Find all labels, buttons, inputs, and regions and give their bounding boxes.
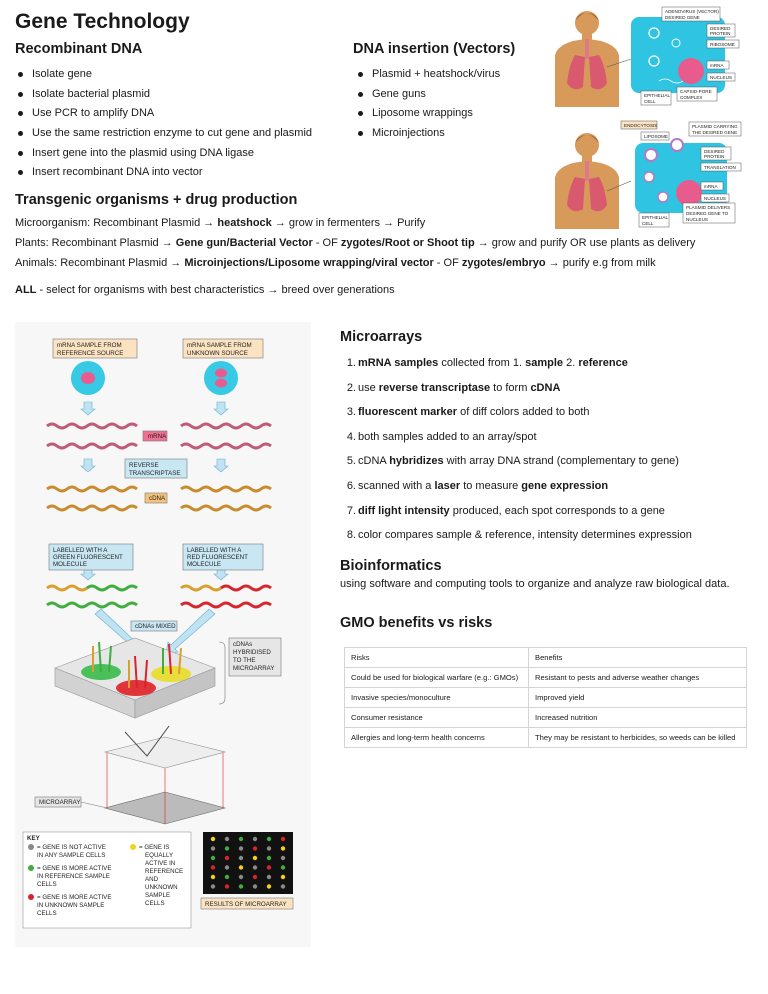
vectors-item: Plasmid + heatshock/virus bbox=[355, 67, 500, 87]
page-title: Gene Technology bbox=[15, 10, 190, 33]
result-dot bbox=[267, 865, 271, 869]
label-hyb-3: TO THE bbox=[233, 657, 256, 664]
bioinformatics-text: using software and computing tools to organize and analyze raw biological data. bbox=[340, 578, 730, 590]
step-text: to form bbox=[490, 381, 531, 394]
step-text: produced, each spot corresponds to a gene bbox=[449, 504, 665, 517]
liposome-shape bbox=[645, 149, 657, 161]
result-dot bbox=[239, 837, 243, 841]
vectors-item: Gene guns bbox=[355, 87, 500, 107]
recombinant-item: Insert gene into the plasmid using DNA ligase bbox=[15, 146, 312, 166]
step-text: cDNA bbox=[530, 381, 561, 394]
plants-text-a: Plants: Recombinant Plasmid → bbox=[15, 237, 176, 249]
label-mrna-micro: mRNA bbox=[148, 433, 167, 440]
label-plasmid-delivers: PLASMID DELIVERS bbox=[686, 205, 731, 210]
all-line bbox=[15, 284, 395, 296]
microarray-step bbox=[346, 454, 692, 479]
label-red-3: MOLECULE bbox=[187, 561, 222, 568]
label-nucleus: NUCLEUS bbox=[710, 75, 732, 80]
adenovirus-vector-diagram bbox=[551, 3, 747, 107]
key-red-2: IN UNKNOWN SAMPLE bbox=[37, 902, 105, 909]
result-dot bbox=[239, 884, 243, 888]
step-text: of diff colors added to both bbox=[457, 406, 590, 419]
nucleus-shape bbox=[678, 58, 704, 84]
human-torso-figure-2 bbox=[555, 133, 619, 229]
all-text-b: ALL bbox=[15, 284, 37, 296]
step-number: 4. bbox=[346, 430, 356, 443]
step-number: 5. bbox=[346, 455, 356, 468]
step-text: reference bbox=[578, 357, 628, 369]
step-text: hybridizes bbox=[389, 455, 444, 468]
result-dot bbox=[281, 856, 285, 860]
step-text: collected from 1. bbox=[438, 357, 526, 369]
risks-header: Risks bbox=[345, 648, 529, 668]
key-yellow-6: UNKNOWN bbox=[145, 884, 178, 891]
key-grey-1: = GENE IS NOT ACTIVE bbox=[37, 844, 106, 851]
liposome-vector-diagram bbox=[551, 119, 747, 229]
result-dot bbox=[267, 837, 271, 841]
plants-text-c: - OF bbox=[312, 237, 341, 249]
gmo-heading: GMO benefits vs risks bbox=[340, 615, 493, 631]
result-dot bbox=[225, 884, 229, 888]
benefit-cell: They may be resistant to herbicides, so weeds can be killed bbox=[529, 728, 747, 748]
step-text: diff light intensity bbox=[358, 504, 450, 517]
benefit-cell: Increased nutrition bbox=[529, 708, 747, 728]
risk-cell: Could be used for biological warfare (e.g.: GMOs) bbox=[345, 668, 529, 688]
microarray-step bbox=[346, 479, 692, 504]
microarray-steps bbox=[346, 356, 692, 553]
result-dot bbox=[211, 846, 215, 850]
label-protein-2: PROTEIN bbox=[704, 154, 725, 159]
result-dot bbox=[225, 856, 229, 860]
risk-cell: Consumer resistance bbox=[345, 708, 529, 728]
label-reverse: REVERSE bbox=[129, 462, 159, 469]
label-nucleus-3: NUCLEUS bbox=[686, 217, 708, 222]
key-red-1: = GENE IS MORE ACTIVE bbox=[37, 894, 112, 901]
label-green-2: GREEN FLUORESCENT bbox=[53, 554, 123, 561]
micro-text-c: → grow in fermenters → Purify bbox=[271, 217, 426, 229]
label-liposome: LIPOSOME bbox=[644, 134, 668, 139]
animals-text-a: Animals: Recombinant Plasmid → bbox=[15, 257, 185, 269]
plants-text-d: zygotes/Root or Shoot tip bbox=[340, 237, 475, 249]
label-nucleus-2: NUCLEUS bbox=[704, 196, 726, 201]
result-dot bbox=[253, 875, 257, 879]
label-mrna-2: mRNA bbox=[704, 184, 718, 189]
result-dot bbox=[239, 846, 243, 850]
results-grid bbox=[203, 832, 293, 894]
label-hyb-2: HYBRIDISED bbox=[233, 649, 271, 656]
result-dot bbox=[225, 875, 229, 879]
plants-text-b: Gene gun/Bacterial Vector bbox=[175, 237, 313, 249]
nucleus-shape-2 bbox=[676, 180, 702, 206]
risk-cell: Invasive species/monoculture bbox=[345, 688, 529, 708]
step-text: to measure bbox=[460, 479, 522, 492]
result-dot bbox=[225, 846, 229, 850]
label-hyb-1: cDNAs bbox=[233, 641, 253, 648]
result-dot bbox=[211, 865, 215, 869]
result-dot bbox=[253, 884, 257, 888]
label-results: RESULTS OF MICROARRAY bbox=[205, 901, 287, 908]
result-dot bbox=[267, 884, 271, 888]
label-unk-sample-1: mRNA SAMPLE FROM bbox=[187, 342, 252, 349]
label-desired-gene-to: DESIRED GENE TO bbox=[686, 211, 729, 216]
result-dot bbox=[211, 856, 215, 860]
transgenic-heading: Transgenic organisms + drug production bbox=[15, 192, 298, 208]
key-yellow-4: REFERENCE bbox=[145, 868, 184, 875]
key-red-3: CELLS bbox=[37, 910, 57, 917]
label-key: KEY bbox=[27, 835, 40, 842]
result-dot bbox=[267, 846, 271, 850]
step-number: 2. bbox=[346, 381, 356, 394]
step-text: color compares sample & reference, intensity determines expression bbox=[358, 529, 692, 542]
result-dot bbox=[267, 875, 271, 879]
microarray-step bbox=[346, 381, 692, 406]
step-text: sample bbox=[525, 357, 564, 369]
step-number: 3. bbox=[346, 406, 356, 419]
key-green-2: IN REFERENCE SAMPLE bbox=[37, 873, 110, 880]
step-text: reverse transcriptase bbox=[378, 381, 491, 394]
key-yellow-5: AND bbox=[145, 876, 159, 883]
label-epithelial: EPITHELIAL bbox=[644, 93, 671, 98]
animals-text-c: - OF bbox=[433, 257, 462, 269]
vectors-item: Liposome wrappings bbox=[355, 106, 500, 126]
unknown-cell bbox=[204, 361, 238, 395]
result-dot bbox=[225, 837, 229, 841]
label-complex: COMPLEX bbox=[680, 95, 703, 100]
key-grey-2: IN ANY SAMPLE CELLS bbox=[37, 852, 106, 859]
table-row bbox=[345, 708, 747, 728]
animals-text-d: zygotes/embryo bbox=[461, 257, 546, 269]
step-text: with array DNA strand (complementary to gene) bbox=[443, 455, 679, 468]
label-cdna-micro: cDNA bbox=[149, 495, 166, 502]
recombinant-item: Use the same restriction enzyme to cut gene and plasmid bbox=[15, 126, 312, 146]
bioinformatics-heading: Bioinformatics bbox=[340, 558, 442, 574]
key-yellow-7: SAMPLE bbox=[145, 892, 171, 899]
table-row bbox=[345, 688, 747, 708]
recombinant-item: Isolate bacterial plasmid bbox=[15, 87, 312, 107]
result-dot bbox=[253, 865, 257, 869]
label-epithelial-2: EPITHELIAL bbox=[642, 215, 669, 220]
label-transcriptase: TRANSCRIPTASE bbox=[129, 470, 181, 477]
microorganism-line bbox=[15, 217, 425, 229]
vectors-item: Microinjections bbox=[355, 126, 500, 146]
step-number: 1. bbox=[346, 357, 356, 369]
label-endocytosis: ENDOCYTOSIS bbox=[624, 123, 658, 128]
micro-text-b: heatshock bbox=[217, 217, 272, 229]
label-desired-gene: DESIRED GENE bbox=[665, 15, 700, 20]
result-dot bbox=[253, 837, 257, 841]
result-dot bbox=[239, 856, 243, 860]
microarrays-heading: Microarrays bbox=[340, 329, 423, 345]
step-text: mRNA samples bbox=[358, 357, 439, 369]
label-protein: PROTEIN bbox=[710, 31, 731, 36]
label-green-3: MOLECULE bbox=[53, 561, 88, 568]
animals-line bbox=[15, 257, 656, 269]
micro-text-a: Microorganism: Recombinant Plasmid → bbox=[15, 217, 218, 229]
step-text: laser bbox=[434, 479, 461, 492]
label-red-2: RED FLUORESCENT bbox=[187, 554, 248, 561]
result-dot bbox=[211, 884, 215, 888]
benefit-cell: Improved yield bbox=[529, 688, 747, 708]
risk-cell: Allergies and long-term health concerns bbox=[345, 728, 529, 748]
benefit-cell: Resistant to pests and adverse weather changes bbox=[529, 668, 747, 688]
label-hyb-4: MICROARRAY bbox=[233, 665, 275, 672]
vectors-list bbox=[355, 67, 500, 146]
table-row bbox=[345, 728, 747, 748]
key-yellow-8: CELLS bbox=[145, 900, 165, 907]
label-cell: CELL bbox=[644, 99, 656, 104]
label-desired: DESIRED bbox=[710, 26, 731, 31]
recombinant-item: Use PCR to amplify DNA bbox=[15, 106, 312, 126]
microarray-step bbox=[346, 430, 692, 455]
microarray-process-diagram bbox=[15, 322, 311, 947]
label-plasmid-carrying: PLASMID CARRYING bbox=[692, 124, 738, 129]
microarray-step bbox=[346, 405, 692, 430]
plants-line bbox=[15, 237, 695, 249]
step-text: gene expression bbox=[521, 479, 609, 492]
step-text: cDNA bbox=[358, 455, 390, 468]
result-dot bbox=[253, 846, 257, 850]
label-ref-sample-1: mRNA SAMPLE FROM bbox=[57, 342, 122, 349]
step-number: 7. bbox=[346, 504, 356, 517]
label-cdnas-mixed: cDNAs MIXED bbox=[135, 623, 176, 630]
label-desired-gene-2: THE DESIRED GENE bbox=[692, 130, 738, 135]
benefits-header: Benefits bbox=[529, 648, 747, 668]
step-text: 2. bbox=[563, 357, 579, 369]
label-adenovirus: ADENOVIRUS (VECTOR) bbox=[665, 9, 719, 14]
label-capsid-pore: CAPSID-PORE bbox=[680, 89, 712, 94]
microarray-step bbox=[346, 528, 692, 553]
step-text: scanned with a bbox=[358, 479, 435, 492]
microarray-step bbox=[346, 356, 692, 381]
key-yellow-2: EQUALLY bbox=[145, 852, 174, 859]
gmo-table bbox=[344, 647, 747, 748]
label-unk-sample-2: UNKNOWN SOURCE bbox=[187, 350, 248, 357]
step-number: 6. bbox=[346, 479, 356, 492]
label-cell-2: CELL bbox=[642, 221, 654, 226]
key-green-3: CELLS bbox=[37, 881, 57, 888]
key-green-1: = GENE IS MORE ACTIVE bbox=[37, 865, 112, 872]
human-torso-figure bbox=[555, 11, 619, 107]
result-dot bbox=[225, 865, 229, 869]
result-dot bbox=[281, 865, 285, 869]
result-dot bbox=[281, 884, 285, 888]
label-desired-2: DESIRED bbox=[704, 149, 725, 154]
table-row bbox=[345, 668, 747, 688]
result-dot bbox=[281, 875, 285, 879]
label-translation: TRANSLATION bbox=[704, 165, 736, 170]
vectors-heading: DNA insertion (Vectors) bbox=[353, 41, 516, 57]
label-ribosome: RIBOSOME bbox=[710, 42, 735, 47]
recombinant-heading: Recombinant DNA bbox=[15, 41, 143, 57]
result-dot bbox=[281, 837, 285, 841]
microarray-step bbox=[346, 504, 692, 529]
label-ref-sample-2: REFERENCE SOURCE bbox=[57, 350, 124, 357]
label-microarray: MICROARRAY bbox=[39, 799, 81, 806]
step-text: both samples added to an array/spot bbox=[358, 430, 537, 443]
key-yellow-3: ACTIVE IN bbox=[145, 860, 176, 867]
result-dot bbox=[281, 846, 285, 850]
label-mrna: mRNA bbox=[710, 63, 724, 68]
result-dot bbox=[239, 875, 243, 879]
animals-text-b: Microinjections/Liposome wrapping/viral vector bbox=[184, 257, 434, 269]
key-yellow-1: = GENE IS bbox=[139, 844, 170, 851]
recombinant-item: Insert recombinant DNA into vector bbox=[15, 165, 312, 185]
recombinant-list bbox=[15, 67, 312, 185]
label-red-1: LABELLED WITH A bbox=[187, 547, 242, 554]
result-dot bbox=[211, 875, 215, 879]
result-dot bbox=[253, 856, 257, 860]
result-dot bbox=[239, 865, 243, 869]
animals-text-e: → purify e.g from milk bbox=[545, 257, 656, 269]
step-text: fluorescent marker bbox=[358, 406, 458, 419]
step-number: 8. bbox=[346, 529, 356, 542]
recombinant-item: Isolate gene bbox=[15, 67, 312, 87]
plants-text-e: → grow and purify OR use plants as delivery bbox=[474, 237, 696, 249]
all-text-c: - select for organisms with best characteristics → breed over generations bbox=[36, 284, 395, 296]
step-text: use bbox=[358, 381, 379, 394]
label-green-1: LABELLED WITH A bbox=[53, 547, 108, 554]
result-dot bbox=[267, 856, 271, 860]
result-dot bbox=[211, 837, 215, 841]
